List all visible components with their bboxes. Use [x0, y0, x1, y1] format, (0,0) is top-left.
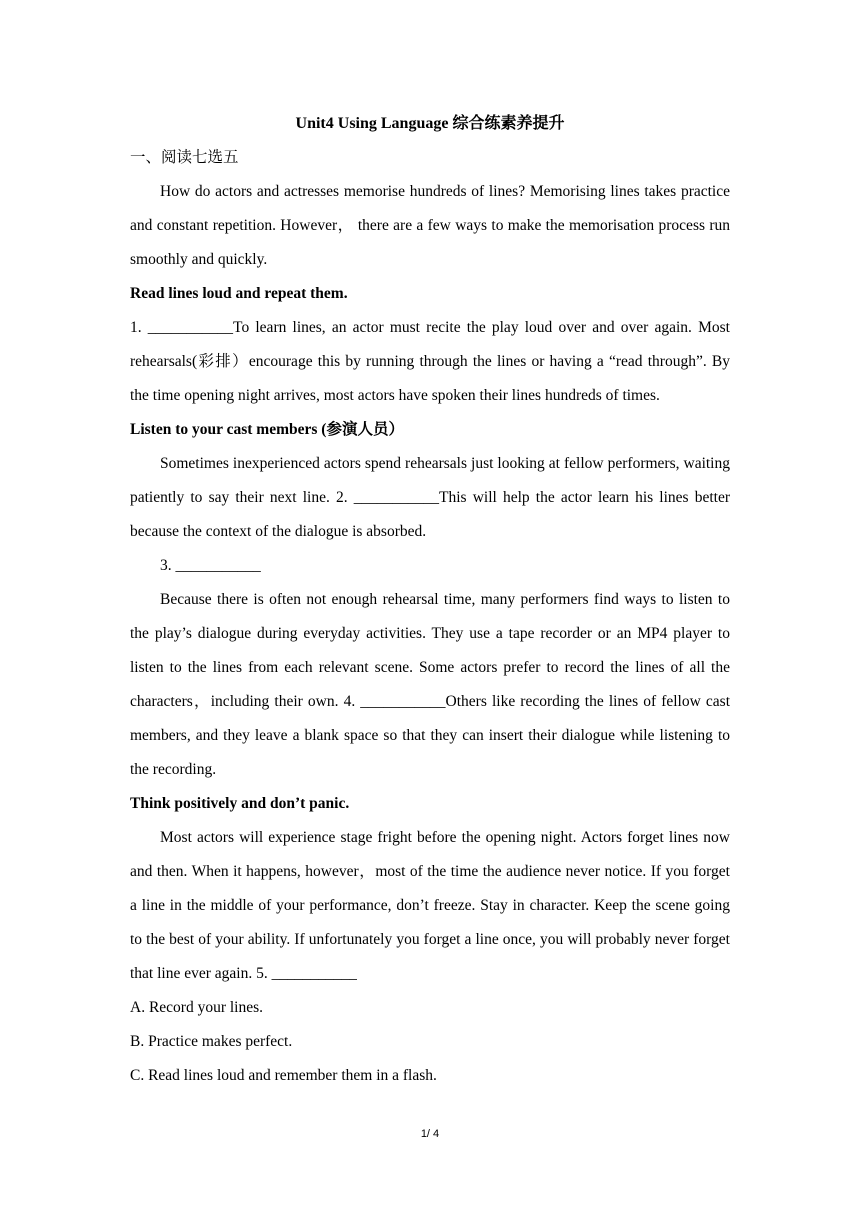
section-heading: 一、阅读七选五 [130, 149, 239, 166]
intro-paragraph: How do actors and actresses memorise hundreds of lines? Memorising lines takes practice and constant repetition. However， there are a few ways to make the memorisation process run smoothly and quickly. [130, 183, 730, 268]
paragraph-2: Sometimes inexperienced actors spend rehearsals just looking at fellow performers, waiting patiently to say their next line. 2. ___________This will help the actor learn his lines better because the context of the dialogue is absorbed. [130, 455, 730, 540]
option-c: C. Read lines loud and remember them in a flash. [130, 1067, 437, 1084]
document-title: Unit4 Using Language 综合练素养提升 [295, 115, 565, 132]
paragraph-1: 1. ___________To learn lines, an actor must recite the play loud over and over again. Most rehearsals(彩排）encourage this by running through the lines or having a “read through”. By the time opening night arrives, most actors have spoken their lines hundreds of times. [130, 319, 730, 404]
subheading-listen: Listen to your cast members (参演人员） [130, 421, 404, 438]
blank-3: 3. ___________ [160, 557, 261, 574]
paragraph-4: Most actors will experience stage fright before the opening night. Actors forget lines now and then. When it happens, however，most of the time the audience never notice. If you forget a line in the middle of your performance, don’t freeze. Stay in character. Keep the scene going to the best of your ability. If unfortunately you forget a line once, you will probably never forget that line ever again. 5. ___________ [130, 829, 730, 982]
option-b: B. Practice makes perfect. [130, 1033, 293, 1050]
page-number: 1/ 4 [420, 1128, 440, 1140]
paragraph-3: Because there is often not enough rehearsal time, many performers find ways to listen to the play’s dialogue during everyday activities. They use a tape recorder or an MP4 player to listen to the lines from each relevant scene. Some actors prefer to record the lines of all the characters，including their own. 4. ___________Others like recording the lines of fellow cast members, and they leave a blank space so that they can insert their dialogue while listening to the recording. [130, 591, 730, 778]
subheading-read-lines: Read lines loud and repeat them. [130, 285, 348, 302]
document-page [130, 107, 730, 1093]
subheading-think-positively: Think positively and don’t panic. [130, 795, 350, 812]
option-a: A. Record your lines. [130, 999, 264, 1016]
